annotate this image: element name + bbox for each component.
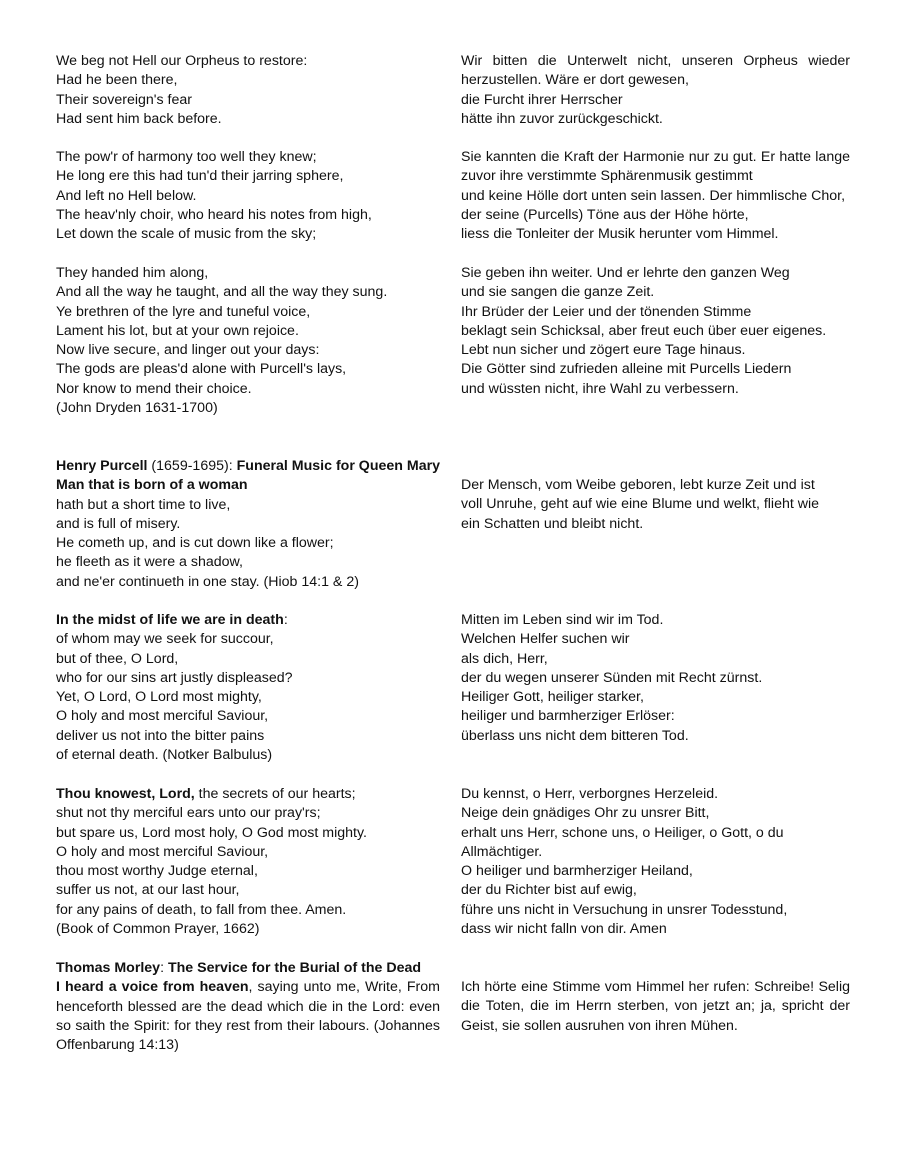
translation-paragraph: Der Mensch, vom Weibe geboren, lebt kurze Zeit und ist voll Unruhe, geht auf wie eine Blume und welkt, flieht wie ein Schatten und bleibt nicht. <box>461 477 820 532</box>
movement-title: I heard a voice from heaven <box>56 979 249 996</box>
verse-line: shut not thy merciful ears unto our pray'rs; <box>56 805 321 822</box>
verse-line: Neige dein gnädiges Ohr zu unsrer Bitt, <box>461 805 710 822</box>
verse-line: O holy and most merciful Saviour, <box>56 843 269 860</box>
verse-line: but of thee, O Lord, <box>56 650 179 667</box>
verse-line: dass wir nicht falln von dir. Amen <box>461 921 667 938</box>
verse-line: Welchen Helfer suchen wir <box>461 631 630 648</box>
verse-line: O holy and most merciful Saviour, <box>56 708 269 725</box>
purcell-midst-en <box>56 611 441 765</box>
verse-line: hätte ihn zuvor zurückgeschickt. <box>461 110 663 127</box>
verse-line: The heav'nly choir, who heard his notes from high, <box>56 206 372 223</box>
section-heading: Thomas Morley: The Service for the Burial of the Dead <box>56 960 422 976</box>
composer-name: Thomas Morley <box>56 960 161 976</box>
purcell-knowest-en <box>56 785 441 939</box>
verse-line: Allmächtiger. <box>461 843 543 860</box>
verse-line: Their sovereign's fear <box>56 91 192 108</box>
verse-line: Let down the scale of music from the sky; <box>56 226 317 243</box>
verse-line: Sie geben ihn weiter. Und er lehrte den ganzen Weg <box>461 265 790 281</box>
verse-line: die Furcht ihrer Herrscher <box>461 91 623 108</box>
verse-line: of eternal death. (Notker Balbulus) <box>56 747 273 764</box>
dryden-en-stanza-3 <box>56 264 441 418</box>
verse-line: erhalt uns Herr, schone uns, o Heiliger, o Gott, o du <box>461 824 784 841</box>
purcell-man-en <box>56 457 456 592</box>
morley-de <box>461 978 850 1036</box>
purcell-knowest-de <box>461 785 850 939</box>
composer-name: Henry Purcell <box>56 458 148 474</box>
verse-line: he fleeth as it were a shadow, <box>56 554 243 571</box>
work-title: The Service for the Burial of the Dead <box>167 960 422 976</box>
citation: (John Dryden 1631-1700) <box>56 400 218 417</box>
verse-line: Had he been there, <box>56 72 178 89</box>
verse-line: Sie kannten die Kraft der Harmonie nur zu gut. Er hatte lange zuvor ihre verstimmte Sphärenmusik gestimmt <box>461 149 850 185</box>
verse-line: überlass uns nicht dem bitteren Tod. <box>461 727 689 744</box>
verse-line: deliver us not into the bitter pains <box>56 727 265 744</box>
verse-line: und sie sangen die ganze Zeit. <box>461 284 655 301</box>
verse-line: beklagt sein Schicksal, aber freut euch über euer eigenes. <box>461 322 827 339</box>
verse-line: The gods are pleas'd alone with Purcell's lays, <box>56 361 347 378</box>
verse-line: und keine Hölle dort unten sein lassen. Der himmlische Chor, <box>461 187 846 204</box>
verse-line: Die Götter sind zufrieden alleine mit Purcells Liedern <box>461 361 792 378</box>
verse-line: Mitten im Leben sind wir im Tod. <box>461 612 664 628</box>
dryden-en-stanza-2 <box>56 148 441 244</box>
verse-line: Yet, O Lord, O Lord most mighty, <box>56 689 262 706</box>
verse-line: and is full of misery. <box>56 515 181 532</box>
verse-line: The pow'r of harmony too well they knew; <box>56 149 317 165</box>
verse-line: Now live secure, and linger out your days: <box>56 342 320 359</box>
verse-line: thou most worthy Judge eternal, <box>56 863 258 880</box>
dryden-de-stanza-2 <box>461 148 850 244</box>
verse-line: der du Richter bist auf ewig, <box>461 882 637 899</box>
verse-line: hath but a short time to live, <box>56 496 231 513</box>
verse-line: He cometh up, and is cut down like a flower; <box>56 535 334 552</box>
verse-line: heiliger und barmherziger Erlöser: <box>461 708 675 725</box>
verse-line: Lament his lot, but at your own rejoice. <box>56 322 299 339</box>
verse-line: Wir bitten die Unterwelt nicht, unseren Orpheus wieder herzustellen. Wäre er dort gewesen, <box>461 53 850 89</box>
verse-line: O heiliger und barmherziger Heiland, <box>461 863 693 880</box>
verse-line: but spare us, Lord most holy, O God most mighty. <box>56 824 367 841</box>
verse-line: Lebt nun sicher und zögert eure Tage hinaus. <box>461 342 746 359</box>
purcell-midst-de <box>461 611 850 746</box>
verse-line: Heiliger Gott, heiliger starker, <box>461 689 644 706</box>
verse-line: Du kennst, o Herr, verborgnes Herzeleid. <box>461 786 719 802</box>
citation: (Book of Common Prayer, 1662) <box>56 921 260 938</box>
movement-title: Thou knowest, Lord, the secrets of our hearts; <box>56 786 356 802</box>
verse-line: suffer us not, at our last hour, <box>56 882 240 899</box>
verse-line: We beg not Hell our Orpheus to restore: <box>56 53 308 69</box>
verse-line: And left no Hell below. <box>56 187 197 204</box>
verse-line: Ye brethren of the lyre and tuneful voice, <box>56 303 311 320</box>
movement-title: In the midst of life we are in death: <box>56 612 288 628</box>
verse-line: Ihr Brüder der Leier und der tönenden Stimme <box>461 303 752 320</box>
work-title: Funeral Music for Queen Mary <box>236 458 441 474</box>
verse-line: They handed him along, <box>56 265 209 281</box>
movement-title: Man that is born of a woman <box>56 477 248 494</box>
verse-line: liess die Tonleiter der Musik herunter vom Himmel. <box>461 226 779 243</box>
verse-line: and ne'er continueth in one stay. (Hiob 14:1 & 2) <box>56 573 359 590</box>
verse-line: als dich, Herr, <box>461 650 548 667</box>
verse-line: der du wegen unserer Sünden mit Recht zürnst. <box>461 669 763 686</box>
verse-line: Had sent him back before. <box>56 110 222 127</box>
dryden-en-stanza-1 <box>56 52 441 129</box>
verse-line: for any pains of death, to fall from thee. Amen. <box>56 901 347 918</box>
section-heading <box>56 457 456 476</box>
verse-line: der seine (Purcells) Töne aus der Höhe hörte, <box>461 206 749 223</box>
verse-line: und wüssten nicht, ihre Wahl zu verbessern. <box>461 380 739 397</box>
purcell-man-de <box>461 476 836 534</box>
verse-line: of whom may we seek for succour, <box>56 631 274 648</box>
dryden-de-stanza-1 <box>461 52 850 129</box>
translation-paragraph: Ich hörte eine Stimme vom Himmel her rufen: Schreibe! Selig die Toten, die im Herrn sterben, von jetzt an; ja, spricht der Geist, sie sollen ausruhen von ihren Mühen. <box>461 979 850 1034</box>
verse-line: He long ere this had tun'd their jarring sphere, <box>56 168 344 185</box>
verse-line: who for our sins art justly displeased? <box>56 669 293 686</box>
composer-dates: (1659-1695): <box>147 458 237 474</box>
verse-line: Nor know to mend their choice. <box>56 380 252 397</box>
dryden-de-stanza-3 <box>461 264 850 399</box>
verse-line: führe uns nicht in Versuchung in unsrer Todesstund, <box>461 901 788 918</box>
verse-line: And all the way he taught, and all the way they sung. <box>56 284 388 301</box>
morley-en <box>56 959 440 1055</box>
movement-text: I heard a voice from heaven, saying unto me, Write, From henceforth blessed are the dead which die in the Lord: even so saith the Spirit: for they rest from their labours. (Johannes Offenbarung 14:13) <box>56 979 440 1054</box>
